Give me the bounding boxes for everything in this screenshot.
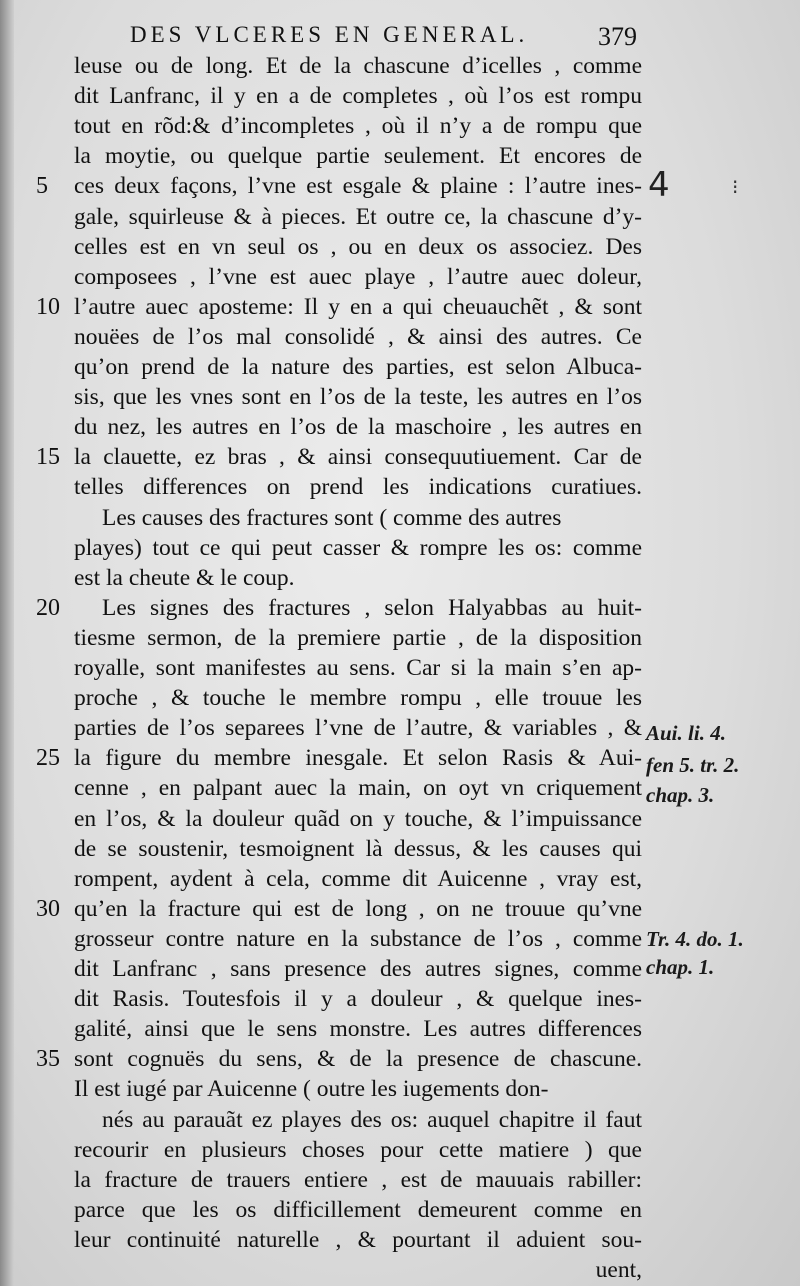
line-number: 25 [36,745,60,771]
line-number: 35 [36,1046,60,1072]
line-number: 5 [36,173,48,199]
text-line: parce que les os difficillement demeurent comme en [74,1197,642,1223]
text-line: nés au parauãt ez playes des os: auquel chapitre il faut [102,1107,642,1133]
text-line: de se soustenir, tesmoignent là dessus, & les causes qui [74,836,642,862]
text-line: parties de l’os separees l’vne de l’autre, & variables , & [74,715,642,741]
text-line: grosseur contre nature en la substance de l’os , comme [74,926,642,952]
margin-note-tr4: Tr. 4. do. 1. [646,927,744,951]
text-line: du nez, les autres en l’os de la maschoire , les autres en [74,414,642,440]
text-line: la fracture de trauers entiere , est de mauuais rabiller: [74,1167,642,1193]
text-line: celles est en vn seul os , ou en deux os associez. Des [74,234,642,260]
text-line: dit Lanfranc , sans presence des autres signes, comme [74,956,642,982]
text-line: sis, que les vnes sont en l’os de la teste, les autres en l’os [74,384,642,410]
text-line: dit Lanfranc, il y en a de completes , où l’os est rompu [74,83,642,109]
text-line: leur continuité naturelle , & pourtant il aduient sou- [74,1227,642,1253]
text-line: rompent, aydent à cela, comme dit Auicenne , vray est, [74,866,642,892]
margin-note-aui: Aui. li. 4. [646,721,726,745]
text-line: qu’on prend de la nature des parties, est selon Albuca- [74,354,642,380]
text-line: nouëes de l’os mal consolidé , & ainsi des autres. Ce [74,324,642,350]
text-line: la figure du membre inesgale. Et selon Rasis & Aui- [74,745,642,771]
text-line: cenne , en palpant auec la main, on oyt vn criquement [74,775,642,801]
text-line: en l’os, & la douleur quãd on y touche, & l’impuissance [74,806,642,832]
text-line: telles differences on prend les indications curatiues. [74,474,642,500]
text-line: playes) tout ce qui peut casser & rompre les os: comme [74,535,642,561]
text-line: dit Rasis. Toutesfois il y a douleur , & quelque ines- [74,986,642,1012]
line-number: 15 [36,444,60,470]
text-line: proche , & touche le membre rompu , elle trouue les [74,685,642,711]
text-line: Les causes des fractures sont ( comme des autres [102,505,562,531]
text-line: ces deux façons, l’vne est esgale & plaine : l’autre ines- [74,173,642,199]
text-line: est la cheute & le coup. [74,565,295,591]
page-number: 379 [598,22,637,51]
text-line: leuse ou de long. Et de la chascune d’icelles , comme [74,53,642,79]
margin-dot-mark: ⁝ [732,175,739,199]
text-line: tout en rõd:& d’incompletes , où il n’y a de rompu que [74,113,642,139]
line-number: 10 [36,294,60,320]
text-line: la moytie, ou quelque partie seulement. Et encores de [74,143,642,169]
text-line: Il est iugé par Auicenne ( outre les iugements don- [74,1076,549,1102]
line-number: 20 [36,595,60,621]
running-title: DES VLCERES EN GENERAL. [130,22,529,47]
text-line: Les signes des fractures , selon Halyabbas au huit- [102,595,642,621]
text-line: galité, ainsi que le sens monstre. Les autres differences [74,1016,642,1042]
text-line: la clauette, ez bras , & ainsi consequutiuement. Car de [74,444,642,470]
handwritten-margin-numeral: 4 [648,165,670,205]
text-line: gale, squirleuse & à pieces. Et outre ce, la chascune d’y- [74,204,642,230]
text-line: royalle, sont manifestes au sens. Car si la main s’en ap- [74,655,642,681]
margin-note-chap3: chap. 3. [646,783,715,807]
text-line: l’autre auec aposteme: Il y en a qui cheuauchẽt , & sont [74,294,642,320]
text-line: tiesme sermon, de la premiere partie , de la disposition [74,625,642,651]
text-line: uent, [595,1257,642,1283]
text-line: recourir en plusieurs choses pour cette matiere ) que [74,1137,642,1163]
text-line: qu’en la fracture qui est de long , on ne trouue qu’vne [74,896,642,922]
text-line: sont cognuës du sens, & de la presence de chascune. [74,1046,642,1072]
margin-note-chap1: chap. 1. [646,955,715,979]
margin-note-fen: fen 5. tr. 2. [646,753,740,777]
line-number: 30 [36,896,60,922]
text-line: composees , l’vne est auec playe , l’autre auec doleur, [74,264,642,290]
